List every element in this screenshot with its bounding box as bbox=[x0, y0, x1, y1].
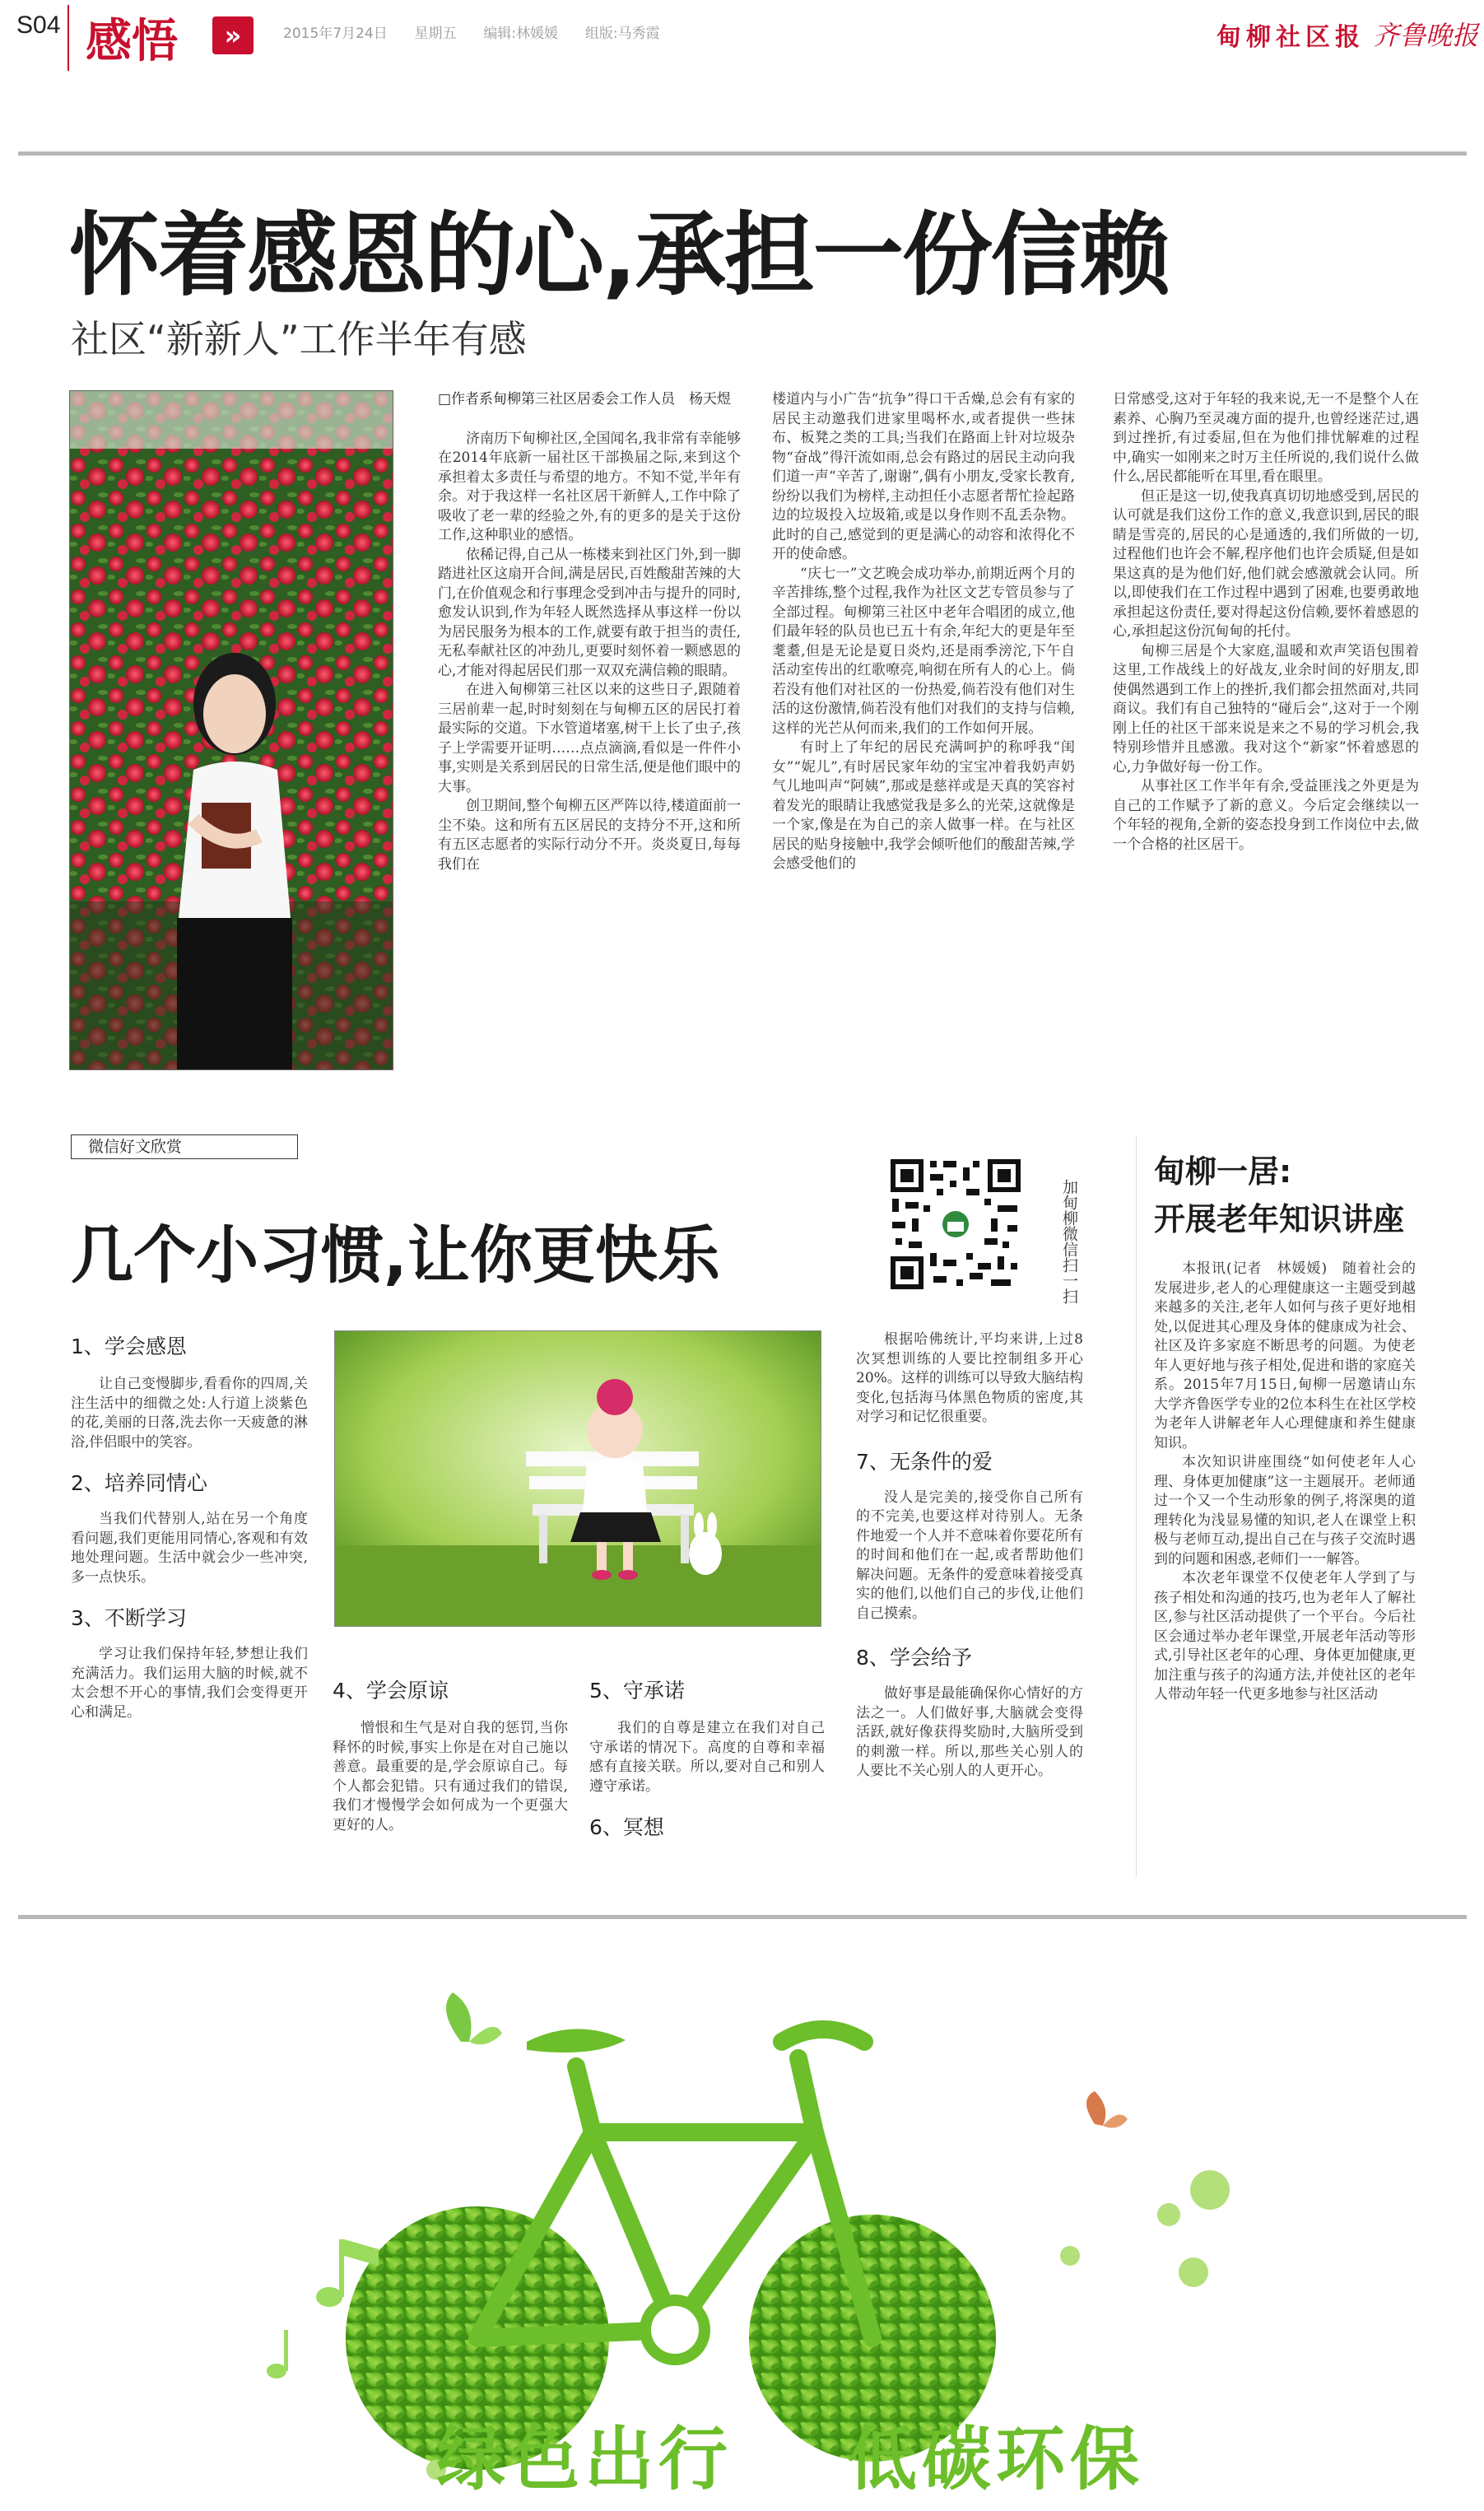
article3-title-1: 甸柳一居: bbox=[1154, 1153, 1292, 1190]
masthead-logo: 齐鲁晚报 bbox=[1373, 20, 1479, 51]
author-photo bbox=[69, 390, 393, 1070]
layout-credit: 组版:马秀霞 bbox=[584, 26, 660, 42]
article1-para-4: 创卫期间,整个甸柳五区严阵以待,楼道面前一尘不染。这和所有五区居民的支持分不开,这和所有五区志愿者的实际行动分不开。炎炎夏日,每每我们在 bbox=[438, 798, 741, 873]
article1-para-6: “庆七一”文艺晚会成功举办,前期近两个月的辛苦排练,整个过程,我作为社区文艺专管员参与了全部过程。甸柳第三社区中老年合唱团的成立,他们最年轻的队员也已五十有余,年纪大的更是年至耄耋,但是无论是夏日炎灼,还是雨季滂沱,下午自活动室传出的红歌嘹亮,响彻在所有人的心上。倘若没有他们对社区的一份热爱,倘若没有他们对生活的这份激情,倘若没有他们对我们的支持与信赖,这样的光芒从何而来,我们的工作如何开展。 bbox=[772, 565, 1075, 737]
article3-title-2: 开展老年知识讲座 bbox=[1154, 1201, 1405, 1237]
item-text-6: 根据哈佛统计,平均来讲,上过8次冥想训练的人要比控制组多开心20%。这样的训练可以导致大脑结构变化,包括海马体黑色物质的密度,其对学习和记忆很重要。 bbox=[856, 1331, 1083, 1425]
article1-column-2 bbox=[772, 390, 1075, 1074]
section-title: 感悟 bbox=[86, 15, 178, 68]
article3-para-1: 本报讯(记者 林媛媛) 随着社会的发展进步,老人的心理健康这一主题受到越来越多的关注,老年人如何与孩子更好地相处,以促进其心理及身体的健康成为社会、社区及许多家庭不断思考的问题。为使老年人更好地与孩子相处,促进和谐的家庭关系。2015年7月15日,甸柳一居邀请山东大学齐鲁医学专业的2位本科生在社区学校为老年人讲解老年人心理健康和养生健康知识。 bbox=[1154, 1260, 1416, 1451]
article1-para-11: 从事社区工作半年有余,受益匪浅之外更是为自己的工作赋予了新的意义。今后定会继续以一个年轻的视角,全新的姿态投身到工作岗位中去,做一个合格的社区居干。 bbox=[1113, 778, 1419, 853]
issue-weekday: 星期五 bbox=[414, 26, 457, 42]
qr-code[interactable] bbox=[887, 1156, 1024, 1293]
item-text-7: 没人是完美的,接受你自己所有的不完美,也要这样对待别人。无条件地爱一个人并不意味着你要花所有的时间和他们在一起,或者帮助他们解决问题。无条件的爱意味着接受真实的他们,以他们自己的步伐,让他们自己摸索。 bbox=[856, 1488, 1083, 1622]
qr-caption: 加甸柳微信扫一扫 bbox=[1060, 1179, 1078, 1304]
issue-date: 2015年7月24日 bbox=[283, 26, 388, 42]
editor-credit: 编辑:林媛媛 bbox=[483, 26, 559, 42]
article3-para-3: 本次老年课堂不仅使老年人学到了与孩子相处和沟通的技巧,也为老年人了解社区,参与社区活动提供了一个平台。今后社区会通过举办老年课堂,开展老年活动等形式,引导社区老年的心理、身体更加健康,更加注重与孩子的沟通方法,并使社区的老年人带动年轻一代更多地参与社区活动 bbox=[1154, 1570, 1416, 1703]
item-text-8: 做好事是最能确保你心情好的方法之一。人们做好事,大脑就会变得活跃,就好像获得奖励时,大脑所受到的刺激一样。所以,那些关心别人的人要比不关心别人的人更开心。 bbox=[856, 1685, 1083, 1779]
article1-para-5: 楼道内与小广告“抗争”得口干舌燥,总会有有家的居民主动邀我们进家里喝杯水,或者提供一些抹布、板凳之类的工具;当我们在路面上针对垃圾杂物“奋战”得汗流如雨,总会有路过的居民主动向我们道一声“辛苦了,谢谢”,偶有小朋友,受家长教育,纷纷以我们为榜样,主动担任小志愿者帮忙捡起路边的垃圾投入垃圾箱,或是以身作则不乱丢杂物。此时的自己,感觉到的更是满心的动容和浓得化不开的使命感。 bbox=[772, 391, 1075, 562]
green-travel-banner bbox=[247, 1943, 1235, 2503]
article1-para-3: 在进入甸柳第三社区以来的这些日子,跟随着三居前辈一起,时时刻刻在与甸柳五区的居民打着最实际的交道。下水管道堵塞,树干上长了虫子,孩子上学需要开证明……点点滴滴,看似是一件件小事,实则是关系到居民的日常生活,便是他们眼中的大事。 bbox=[438, 682, 741, 795]
portrait-image bbox=[70, 391, 393, 1069]
article1-title: 怀着感恩的心,承担一份信赖 bbox=[69, 203, 1169, 308]
article2-column-1 bbox=[71, 1330, 308, 1722]
section-arrow-icon: » bbox=[212, 16, 254, 54]
header-meta bbox=[283, 21, 660, 42]
baby-photo bbox=[334, 1330, 821, 1627]
article1-para-1: 济南历下甸柳社区,全国闻名,我非常有幸能够在2014年底新一届社区干部换届之际,来到这个承担着太多责任与希望的地方。不知不觉,半年有余。对于我这样一名社区居干新鲜人,工作中除了吸收了老一辈的经验之外,有的更多的是关于这份工作,这种职业的感悟。 bbox=[438, 430, 741, 543]
item-heading-2: 2、培养同情心 bbox=[71, 1471, 207, 1495]
item-heading-6: 6、冥想 bbox=[589, 1815, 664, 1839]
item-heading-8: 8、学会给予 bbox=[856, 1646, 972, 1670]
slogan-green-travel: 绿色出行 bbox=[436, 2419, 733, 2499]
article1-para-8: 日常感受,这对于年轻的我来说,无一不是整个人在素养、心胸乃至灵魂方面的提升,也曾经迷茫过,遇到过挫折,有过委屈,但在为他们排忧解难的过程中,确实一如刚来之时万主任所说的,我们说什么做什么,居民都能听在耳里,看在眼里。 bbox=[1113, 391, 1419, 485]
item-heading-1: 1、学会感恩 bbox=[71, 1335, 187, 1358]
article3-body bbox=[1154, 1260, 1416, 1910]
paper-name: 甸柳社区报 bbox=[1217, 23, 1365, 52]
banner-rule bbox=[18, 1915, 1467, 1919]
article1-column-1 bbox=[438, 390, 741, 1074]
article1-subtitle: 社区“新新人”工作半年有感 bbox=[71, 317, 527, 361]
qr-code-icon bbox=[887, 1156, 1024, 1293]
article3-para-2: 本次知识讲座围绕“如何使老年人心理、身体更加健康”这一主题展开。老师通过一个又一个生动形象的例子,将深奥的道理转化为浅显易懂的知识,老人在课堂上积极与老师互动,提出自己在与孩子交流时遇到的问题和困惑,老师们一一解答。 bbox=[1154, 1454, 1416, 1568]
item-heading-7: 7、无条件的爱 bbox=[856, 1449, 993, 1474]
article1-column-3 bbox=[1113, 390, 1419, 1074]
page-number: S04 bbox=[16, 12, 61, 39]
item-text-3: 学习让我们保持年轻,梦想让我们充满活力。我们运用大脑的时候,就不太会想不开心的事情,我们会变得更开心和满足。 bbox=[71, 1646, 308, 1721]
article2-column-2 bbox=[333, 1675, 568, 1835]
article2-column-3 bbox=[589, 1675, 825, 1841]
article2-column-4 bbox=[856, 1330, 1083, 1782]
item-text-1: 让自己变慢脚步,看看你的四周,关注生活中的细微之处:人行道上淡紫色的花,美丽的日落,洗去你一天疲惫的淋浴,伴侣眼中的笑容。 bbox=[71, 1376, 308, 1451]
item-heading-5: 5、守承诺 bbox=[589, 1679, 685, 1703]
butterfly-icon bbox=[446, 1992, 502, 2044]
item-text-2: 当我们代替别人,站在另一个角度看问题,我们更能用同情心,客观和有效地处理问题。生活中就会少一些冲突,多一点快乐。 bbox=[71, 1511, 308, 1586]
slogan-low-carbon: 低碳环保 bbox=[848, 2419, 1145, 2499]
article2-tag: 微信好文欣赏 bbox=[71, 1134, 298, 1159]
article1-para-2: 依稀记得,自己从一栋楼来到社区门外,到一脚踏进社区这扇开合间,满是居民,百姓酸甜苦辣的大门,在价值观念和行事理念受到冲击与提升的同时,愈发认识到,作为年轻人既然选择从事这样一份以为居民服务为根本的工作,就要有敢于担当的责任,无私奉献社区的冲劲儿,更要时刻怀着一颗感恩的心,才能对得起居民们那一双双充满信赖的眼睛。 bbox=[438, 546, 741, 679]
article3-divider bbox=[1136, 1136, 1137, 1877]
header-rule bbox=[18, 151, 1467, 156]
item-heading-4: 4、学会原谅 bbox=[333, 1679, 449, 1703]
item-heading-3: 3、不断学习 bbox=[71, 1606, 187, 1630]
article1-para-9: 但正是这一切,使我真真切切地感受到,居民的认可就是我们这份工作的意义,我意识到,居民的眼睛是雪亮的,居民的心是通透的,我们所做的一切,过程他们也许会不解,程序他们也许会质疑,但是如果这真的是为他们好,他们就会感激就会认同。所以,即使我们在工作过程中遇到了困难,也要勇敢地承担起这份责任,要对得起这份信赖,要怀着感恩的心,承担起这份沉甸甸的托付。 bbox=[1113, 487, 1419, 640]
article2-title: 几个小习惯,让你更快乐 bbox=[71, 1218, 720, 1292]
page-header bbox=[0, 0, 1484, 91]
header-divider-left bbox=[67, 5, 69, 71]
article1-para-10: 甸柳三居是个大家庭,温暖和欢声笑语包围着这里,工作战线上的好战友,业余时间的好朋友,即使偶然遇到工作上的挫折,我们都会扭然面对,共同商议。我们有自己独特的“碰后会”,这对于一个刚刚上任的社区干部来说是来之不易的学习机会,我特别珍惜并且感激。我对这个“新家”怀着感恩的心,力争做好每一份工作。 bbox=[1113, 642, 1419, 776]
item-text-4: 憎恨和生气是对自我的惩罚,当你释怀的时候,事实上你是在对自己施以善意。最重要的是,学会原谅自己。每个人都会犯错。只有通过我们的错误,我们才慢慢学会如何成为一个更强大更好的人。 bbox=[333, 1720, 568, 1833]
byline: □作者系甸柳第三社区居委会工作人员 杨天煜 bbox=[438, 391, 732, 408]
article1-para-7: 有时上了年纪的居民充满呵护的称呼我“闺女”“妮儿”,有时居民家年幼的宝宝冲着我奶声奶气儿地叫声“阿姨”,那或是慈祥或是天真的笑容衬着发光的眼睛让我感觉我是多么的光荣,这就像是一个家,像是在为自己的亲人做事一样。在与社区居民的贴身接触中,我学会倾听他们的酸甜苦辣,学会感受他们的 bbox=[772, 739, 1075, 872]
baby-on-bench-image bbox=[335, 1331, 821, 1626]
item-text-5: 我们的自尊是建立在我们对自己守承诺的情况下。高度的自尊和幸福感有直接关联。所以,要对自己和别人遵守承诺。 bbox=[589, 1720, 825, 1795]
